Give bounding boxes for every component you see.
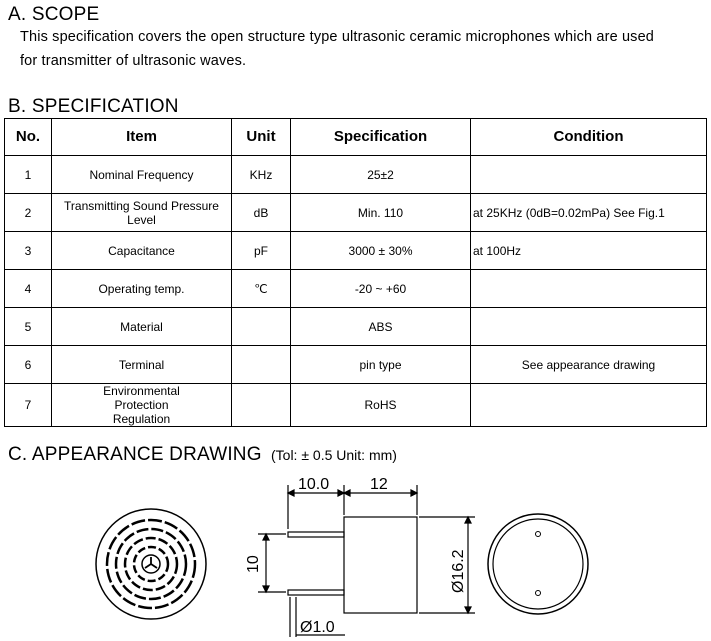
- table-row: [5, 232, 707, 270]
- header-condition: Condition: [471, 119, 707, 156]
- cell-item: Terminal: [52, 346, 232, 384]
- dimension-pin-diameter: Ø1.0: [300, 619, 335, 636]
- cell-spec: -20 ~ +60: [291, 270, 471, 308]
- cell-spec: 3000 ± 30%: [291, 232, 471, 270]
- specification-table: [4, 118, 707, 427]
- appearance-heading: C. APPEARANCE DRAWING: [8, 444, 262, 465]
- cell-item: Material: [52, 308, 232, 346]
- header-no: No.: [5, 119, 52, 156]
- cell-spec: pin type: [291, 346, 471, 384]
- back-view: [488, 514, 588, 614]
- scope-text-line-2: for transmitter of ultrasonic waves.: [20, 53, 247, 69]
- cell-condition: at 25KHz (0dB=0.02mPa) See Fig.1: [471, 194, 707, 232]
- specification-heading: B. SPECIFICATION: [8, 96, 179, 117]
- cell-item: Operating temp.: [52, 270, 232, 308]
- appearance-drawing: [0, 465, 711, 641]
- cell-spec: 25±2: [291, 156, 471, 194]
- table-row: [5, 384, 707, 427]
- table-row: [5, 194, 707, 232]
- cell-no: 2: [5, 194, 52, 232]
- cell-no: 5: [5, 308, 52, 346]
- table-row: [5, 308, 707, 346]
- cell-item: Nominal Frequency: [52, 156, 232, 194]
- header-item: Item: [52, 119, 232, 156]
- header-unit: Unit: [232, 119, 291, 156]
- cell-spec: RoHS: [291, 384, 471, 427]
- cell-item: Capacitance: [52, 232, 232, 270]
- tolerance-note: (Tol: ± 0.5 Unit: mm): [271, 447, 397, 463]
- cell-no: 3: [5, 232, 52, 270]
- cell-condition: [471, 384, 707, 427]
- side-view: [258, 485, 475, 637]
- cell-condition: [471, 308, 707, 346]
- cell-unit: dB: [232, 194, 291, 232]
- scope-heading: A. SCOPE: [8, 4, 100, 25]
- cell-condition: [471, 270, 707, 308]
- cell-condition: See appearance drawing: [471, 346, 707, 384]
- front-view-grille: [96, 509, 206, 619]
- cell-item: Environmental Protection Regulation: [52, 384, 232, 427]
- cell-no: 1: [5, 156, 52, 194]
- header-specification: Specification: [291, 119, 471, 156]
- cell-unit: [232, 384, 291, 427]
- cell-unit: pF: [232, 232, 291, 270]
- table-row: [5, 270, 707, 308]
- cell-spec: ABS: [291, 308, 471, 346]
- cell-unit: [232, 308, 291, 346]
- cell-unit: KHz: [232, 156, 291, 194]
- cell-no: 4: [5, 270, 52, 308]
- dimension-diameter: Ø16.2: [450, 549, 467, 593]
- cell-condition: at 100Hz: [471, 232, 707, 270]
- scope-text-line-1: This specification covers the open structure type ultrasonic ceramic microphones which are used: [20, 29, 655, 45]
- cell-spec: Min. 110: [291, 194, 471, 232]
- table-header-row: [5, 119, 707, 156]
- table-row: [5, 346, 707, 384]
- dimension-pin-length: 12: [370, 476, 388, 493]
- dimension-pin-spacing: 10: [245, 555, 262, 573]
- table-row: [5, 156, 707, 194]
- cell-no: 7: [5, 384, 52, 427]
- cell-condition: [471, 156, 707, 194]
- cell-unit: [232, 346, 291, 384]
- dimension-body-length: 10.0: [298, 476, 330, 493]
- cell-no: 6: [5, 346, 52, 384]
- cell-item: Transmitting Sound Pressure Level: [52, 194, 232, 232]
- cell-unit: ℃: [232, 270, 291, 308]
